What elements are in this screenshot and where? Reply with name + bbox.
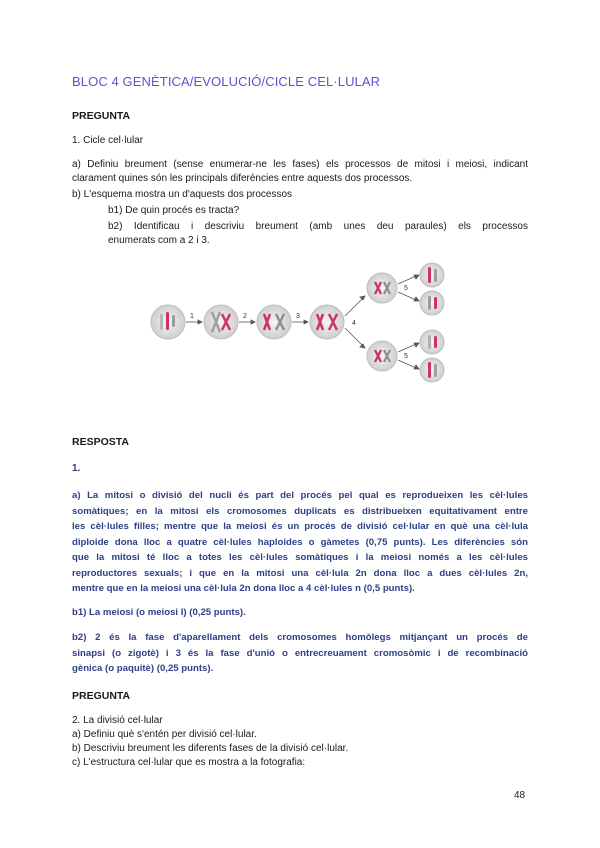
chromosome-icon <box>428 335 431 349</box>
page-number: 48 <box>514 790 526 801</box>
chromosome-icon <box>428 362 431 378</box>
answer-a <box>72 488 528 597</box>
answer-a-line: mentre que en la meiosi una cèl·lula 2n dona lloc a 4 cèl·lules n (0,5 punts). <box>72 583 415 594</box>
answer-b2-line: gènica (o paquitè) (0,25 punts). <box>72 663 214 674</box>
cell-stage-1 <box>204 305 238 339</box>
answer-a-line: a) La mitosi o divisió del nucli és part del procés pel qual es reprodueixen les cèl·lules <box>72 490 528 501</box>
answer-b2-line: sinapsi (o zigotè) i 3 és la fase d'unió o entrecreuament cromosòmic i de recombinació <box>72 647 528 659</box>
answer-b2 <box>72 630 528 677</box>
arrow-icon <box>345 298 363 316</box>
arrow-icon <box>398 344 416 352</box>
diagram-label: 2 <box>243 313 247 320</box>
answer-b2-line: b2) 2 és la fase d'aparellament dels cromosomes homòlegs mitjançant un procés de <box>72 632 528 643</box>
answer-a-line: diploide dona lloc a quatre cèl·lules haploides o gàmetes (0,75 punts). Les diferències són <box>72 536 528 548</box>
question2-b: b) Descriviu breument les diferents fases de la divisió cel·lular. <box>72 743 349 754</box>
chromosome-icon <box>434 297 437 309</box>
arrow-icon <box>398 292 416 300</box>
diagram-label: 1 <box>190 313 194 320</box>
answer-heading: RESPOSTA <box>72 436 129 448</box>
chromosome-icon <box>434 336 437 348</box>
question-b1: b1) De quin procés es tracta? <box>108 205 240 216</box>
question2-a: a) Definiu què s'entén per divisió cel·lular. <box>72 729 257 740</box>
question-b2-line2: enumerats com a 2 i 3. <box>108 235 210 246</box>
answer-a-line: somàtiques; en la mitosi els cromosomes duplicats es distribueixen equitativament entre <box>72 505 528 517</box>
diagram-label: 5 <box>404 353 408 360</box>
question-a-line1: a) Definiu breument (sense enumerar-ne les fases) els processos de mitosi i meiosi, indicant <box>72 159 528 170</box>
question2-c: c) L'estructura cel·lular que es mostra a la fotografia: <box>72 757 306 768</box>
daughter-cell-2 <box>420 291 444 315</box>
answer-a-line: les cèl·lules filles; mentre que la meiosi és un procés de divisió cel·lular en què una cèl·lula <box>72 521 528 532</box>
cell-stage-2 <box>257 305 291 339</box>
diagram-label: 5 <box>404 285 408 292</box>
arrow-icon <box>398 276 416 284</box>
answer-a-line: que la mitosi té lloc a totes les cèl·lules somàtiques i la meiosi només a les cèl·lules <box>72 552 528 563</box>
cell-stage-4-top <box>367 273 397 303</box>
daughter-cell-3 <box>420 330 444 354</box>
chromosome-icon <box>428 267 431 283</box>
question2-heading: PREGUNTA <box>72 690 131 702</box>
cell-stage-3 <box>310 305 344 339</box>
question2-number: 2. La divisió cel·lular <box>72 715 163 726</box>
chromosome-icon <box>434 364 437 377</box>
question-heading: PREGUNTA <box>72 110 131 122</box>
chromosome-icon <box>428 296 431 310</box>
answer-number: 1. <box>72 463 81 474</box>
question-b2-line1: b2) Identificau i descriviu breument (amb unes deu paraules) els processos <box>108 221 528 232</box>
meiosis-diagram <box>140 262 470 392</box>
diagram-label: 4 <box>352 320 356 327</box>
answer-b1: b1) La meiosi (o meiosi I) (0,25 punts). <box>72 607 246 618</box>
section-title: BLOC 4 GENÈTICA/EVOLUCIÓ/CICLE CEL·LULAR <box>72 74 381 89</box>
daughter-cell-4 <box>420 358 444 382</box>
arrow-icon <box>398 360 416 368</box>
question-b: b) L'esquema mostra un d'aquests dos processos <box>72 189 293 200</box>
chromosome-icon <box>434 269 437 282</box>
diagram-label: 3 <box>296 313 300 320</box>
question-a-line2: clarament quines són les principals diferències entre aquests dos processos. <box>72 173 413 184</box>
daughter-cell-1 <box>420 263 444 287</box>
arrow-icon <box>345 328 363 346</box>
answer-a-line: reproductores sexuals; i que en la mitosi una cèl·lula 2n dona lloc a dues cèl·lules 2n, <box>72 567 528 579</box>
cell-stage-4-bottom <box>367 341 397 371</box>
question-number: 1. Cicle cel·lular <box>72 135 144 146</box>
